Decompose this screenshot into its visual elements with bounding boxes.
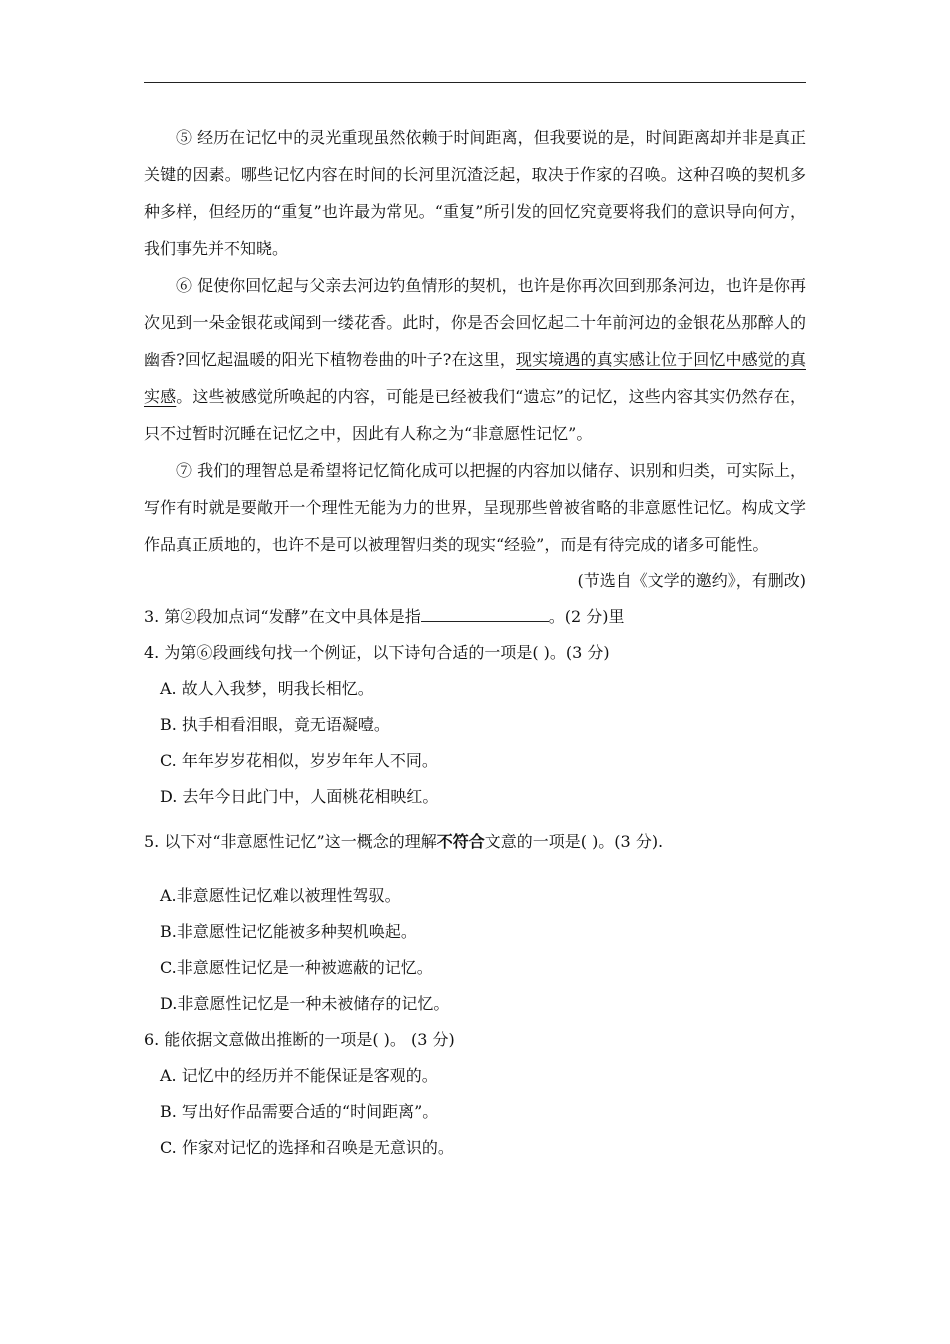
paragraph-6-text-b: 。这些被感觉所唤起的内容，可能是已经被我们“遗忘”的记忆，这些内容其实仍然存在，只不过暂时沉睡在记忆之中，因此有人称之为“非意愿性记忆”。 (144, 387, 806, 443)
question-3-score: 。(2 分)里 (548, 607, 625, 626)
question-3 (144, 599, 806, 635)
q6-option-c[interactable]: C. 作家对记忆的选择和召唤是无意识的。 (160, 1138, 454, 1157)
q5-option-a[interactable]: A.非意愿性记忆难以被理性驾驭。 (160, 886, 401, 905)
paragraph-5: ⑤ 经历在记忆中的灵光重现虽然依赖于时间距离，但我要说的是，时间距离却并非是真正关键的因素。哪些记忆内容在时间的长河里沉渣泛起，取决于作家的召唤。这种召唤的契机多种多样，但经历的“重复”也许最为常见。“重复”所引发的回忆究竟要将我们的意识导向何方，我们事先并不知晓。 (144, 128, 806, 258)
header-rule (144, 82, 806, 83)
question-5 (144, 824, 806, 860)
q6-option-b[interactable]: B. 写出好作品需要合适的“时间距离”。 (160, 1102, 439, 1121)
answer-blank[interactable] (421, 607, 549, 622)
source-citation: (节选自《文学的邀约》，有删改) (577, 571, 806, 590)
paragraph-6-text-a: ⑥ 促使你回忆起与父亲去河边钓鱼情形的契机，也许是你再次回到那条河边，也许是你再次见到一朵金银花或闻到一缕花香。此时，你是否会回忆起二十年前河边的金银花丛那醉人的幽香?回忆起温暖的阳光下植物卷曲的叶子?在这里， (144, 276, 806, 369)
spacer (144, 860, 806, 878)
q4-option-a[interactable]: A. 故人入我梦，明我长相忆。 (160, 679, 374, 698)
paragraph-6 (144, 267, 806, 452)
q5-option-d[interactable]: D.非意愿性记忆是一种未被储存的记忆。 (160, 994, 450, 1013)
underlined-sentence: 现实境遇的真实感让位于回忆中感觉的真实感 (144, 350, 806, 406)
question-5-text-b: 文意的一项是( )。(3 分). (484, 832, 664, 851)
q6-option-a[interactable]: A. 记忆中的经历并不能保证是客观的。 (160, 1066, 438, 1085)
question-5-text-a: 5. 以下对“非意愿性记忆”这一概念的理解 (144, 832, 437, 851)
q5-option-c[interactable]: C.非意愿性记忆是一种被遮蔽的记忆。 (160, 958, 433, 977)
q4-option-b[interactable]: B. 执手相看泪眼，竟无语凝噎。 (160, 715, 390, 734)
paragraph-7: ⑦ 我们的理智总是希望将记忆简化成可以把握的内容加以储存、识别和归类，可实际上，写作有时就是要敞开一个理性无能为力的世界，呈现那些曾被省略的非意愿性记忆。构成文学作品真正质地的，也许不是可以被理智归类的现实“经验”，而是有待完成的诸多可能性。 (144, 461, 806, 554)
question-6: 6. 能依据文意做出推断的一项是( )。 (3 分) (144, 1030, 455, 1049)
question-3-text: 3. 第②段加点词“发酵”在文中具体是指 (144, 607, 421, 626)
question-5-emphasis: 不符合 (436, 832, 485, 851)
page-content (144, 119, 806, 1166)
question-4: 4. 为第⑥段画线句找一个例证，以下诗句合适的一项是( )。(3 分) (144, 643, 610, 662)
q4-option-c[interactable]: C. 年年岁岁花相似，岁岁年年人不同。 (160, 751, 438, 770)
q4-option-d[interactable]: D. 去年今日此门中，人面桃花相映红。 (160, 787, 439, 806)
q5-option-b[interactable]: B.非意愿性记忆能被多种契机唤起。 (160, 922, 417, 941)
